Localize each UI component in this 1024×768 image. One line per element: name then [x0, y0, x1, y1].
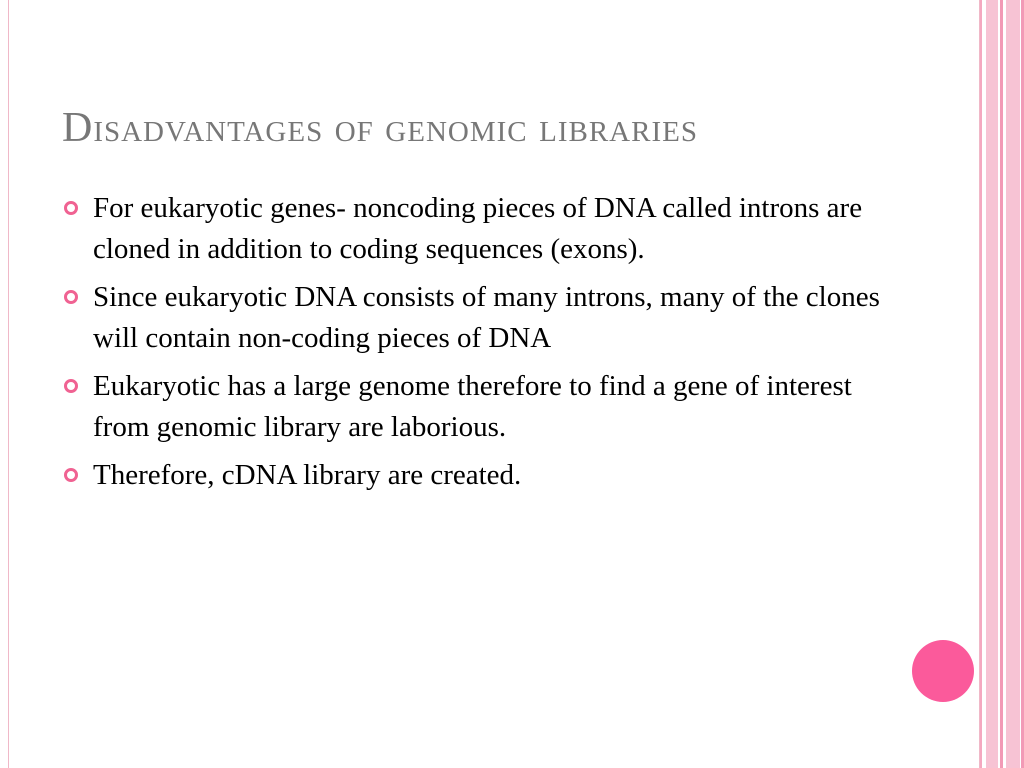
bullet-item: [64, 455, 884, 496]
bullet-list: [64, 188, 884, 503]
bullet-text: For eukaryotic genes- noncoding pieces of DNA called introns are cloned in addition to coding sequences (exons).: [93, 192, 863, 265]
ring-bullet-icon: [64, 290, 78, 304]
ring-bullet-icon: [64, 468, 78, 482]
bullet-item: [64, 366, 884, 448]
decorative-stripes: [980, 0, 1024, 768]
pink-circle-decoration: [912, 640, 974, 702]
bullet-item: [64, 188, 884, 270]
stripe: [986, 0, 998, 768]
ring-bullet-icon: [64, 379, 78, 393]
stripe: [1006, 0, 1020, 768]
slide-title: Disadvantages of genomic libraries: [62, 105, 698, 151]
bullet-text: Eukaryotic has a large genome therefore to find a gene of interest from genomic library are laborious.: [93, 370, 852, 443]
ring-bullet-icon: [64, 201, 78, 215]
bullet-text: Therefore, cDNA library are created.: [93, 459, 522, 491]
bullet-text: Since eukaryotic DNA consists of many introns, many of the clones will contain non-coding pieces of DNA: [93, 281, 880, 354]
stripe: [980, 0, 982, 768]
bullet-item: [64, 277, 884, 359]
stripe: [1000, 0, 1003, 768]
